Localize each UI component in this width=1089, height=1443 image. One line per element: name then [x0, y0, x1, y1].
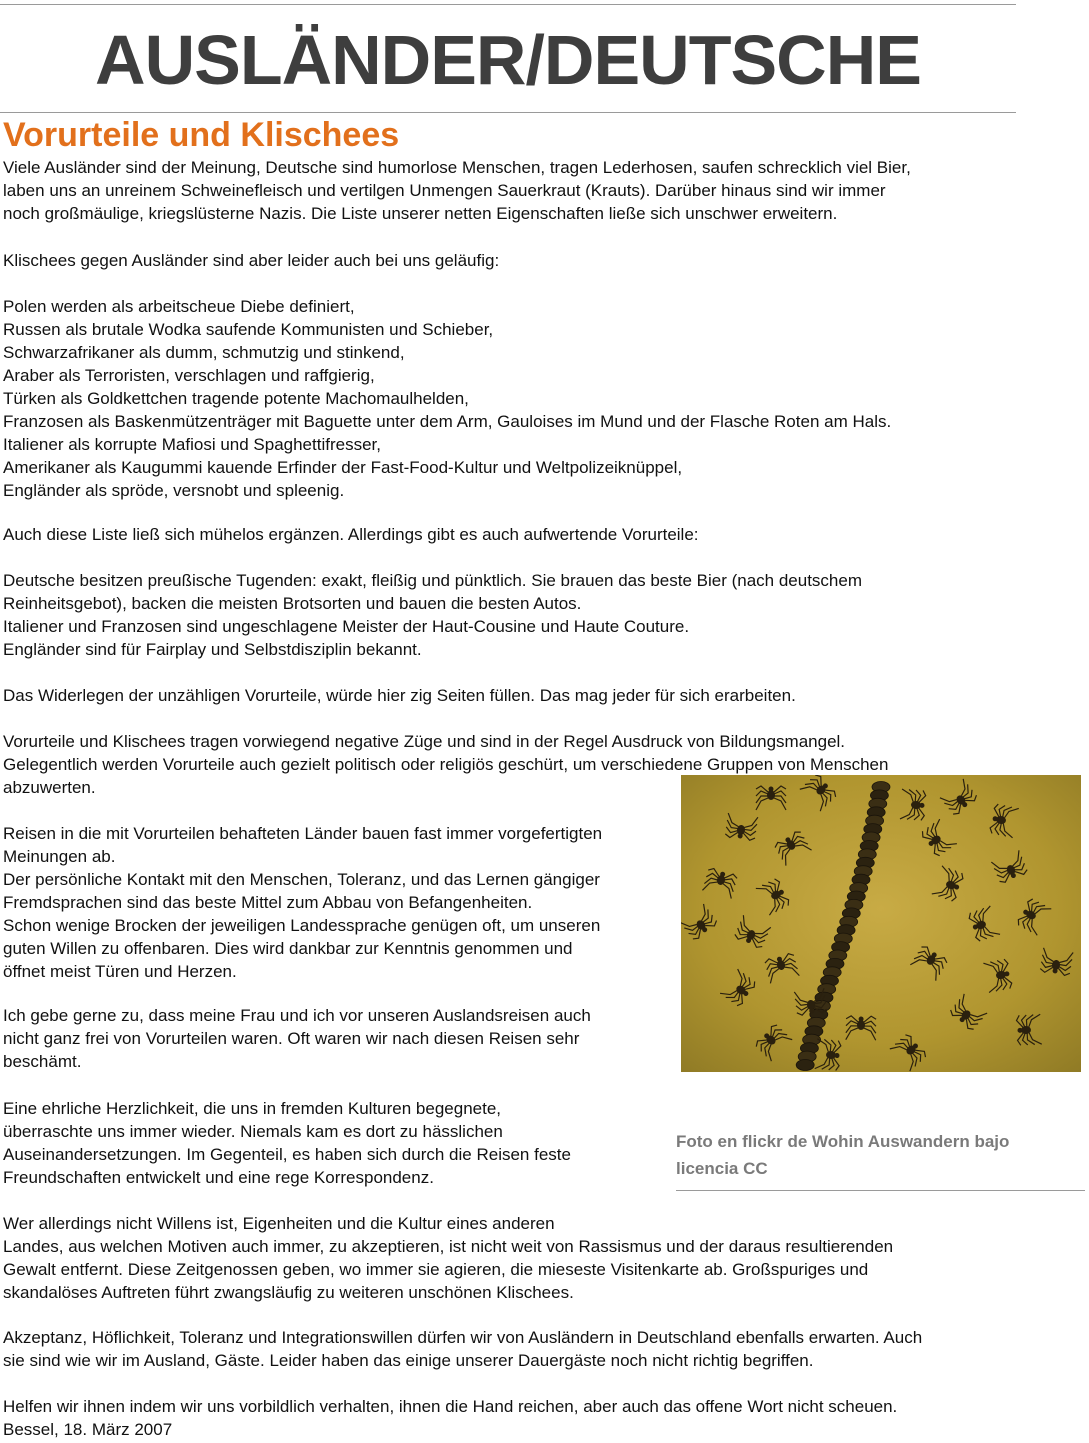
- text-line: sie sind wie wir im Ausland, Gäste. Leider haben das einige unserer Dauergäste noch nicht richtig begriffen.: [3, 1351, 814, 1370]
- list-item: Türken als Goldkettchen tragende potente Machomaulhelden,: [3, 389, 469, 408]
- list-item: Russen als brutale Wodka saufende Kommunisten und Schieber,: [3, 320, 494, 339]
- travel-paragraph: [3, 822, 602, 983]
- text-line: Schon wenige Brocken der jeweiligen Landessprache genügen oft, um unseren: [3, 916, 601, 935]
- text-line: beschämt.: [3, 1052, 82, 1071]
- list-item: Polen werden als arbeitscheue Diebe definiert,: [3, 297, 355, 316]
- text-line: Vorurteile und Klischees tragen vorwiegend negative Züge und sind in der Regel Ausdruck von Bildungsmangel.: [3, 732, 846, 751]
- text-line: Deutsche besitzen preußische Tugenden: exakt, fleißig und pünktlich. Sie brauen das beste Bier (nach deutschem: [3, 571, 863, 590]
- text-line: öffnet meist Türen und Herzen.: [3, 962, 237, 981]
- top-divider: [0, 4, 1016, 5]
- text-line: Gelegentlich werden Vorurteile auch gezielt politisch oder religiös geschürt, um verschiedene Gruppen von Menschen: [3, 755, 889, 774]
- title-divider: [0, 112, 1016, 113]
- refute-paragraph: [3, 684, 796, 707]
- list-item: Franzosen als Baskenmützenträger mit Baguette unter dem Arm, Gauloises im Mund und der Flasche Roten am Hals.: [3, 412, 892, 431]
- text-line: nicht ganz frei von Vorurteilen waren. Oft waren wir nach diesen Reisen sehr: [3, 1029, 580, 1048]
- closing-paragraph: [3, 1395, 897, 1441]
- text-line: Ich gebe gerne zu, dass meine Frau und ich vor unseren Auslandsreisen auch: [3, 1006, 591, 1025]
- signature: Bessel, 18. März 2007: [3, 1420, 173, 1439]
- text-line: Reisen in die mit Vorurteilen behafteten Länder bauen fast immer vorgefertigten: [3, 824, 603, 843]
- text-line: Klischees gegen Ausländer sind aber leider auch bei uns geläufig:: [3, 251, 500, 270]
- caption-line: Foto en flickr de Wohin Auswandern bajo: [676, 1132, 1010, 1151]
- caption-divider: [676, 1190, 1085, 1191]
- text-line: skandalöses Auftreten führt zwangsläufig zu weiteren unschönen Klischees.: [3, 1283, 574, 1302]
- text-line: laben uns an unreinem Schweinefleisch und vertilgen Unmengen Sauerkraut (Krauts). Darüber hinaus sind wir immer: [3, 181, 886, 200]
- text-line: überraschte uns immer wieder. Niemals kam es dort zu hässlichen: [3, 1122, 503, 1141]
- text-line: Viele Ausländer sind der Meinung, Deutsche sind humorlose Menschen, tragen Lederhosen, saufen schrecklich viel Bier,: [3, 158, 911, 177]
- text-line: Akzeptanz, Höflichkeit, Toleranz und Integrationswillen dürfen wir von Ausländern in Deutschland ebenfalls erwarten. Auch: [3, 1328, 923, 1347]
- klischees-intro-paragraph: [3, 249, 499, 272]
- list-item: Amerikaner als Kaugummi kauende Erfinder der Fast-Food-Kultur und Weltpolizeiknüppel,: [3, 458, 683, 477]
- text-line: Freundschaften entwickelt und eine rege Korrespondenz.: [3, 1168, 434, 1187]
- text-line: Der persönliche Kontakt mit den Menschen, Toleranz, und das Lernen gängiger: [3, 870, 600, 889]
- text-line: Landes, aus welchen Motiven auch immer, zu akzeptieren, ist nicht weit von Rassismus und der daraus resultierenden: [3, 1237, 894, 1256]
- text-line: abzuwerten.: [3, 778, 96, 797]
- list-item: Araber als Terroristen, verschlagen und raffgierig,: [3, 366, 375, 385]
- text-line: Auch diese Liste ließ sich mühelos ergänzen. Allerdings gibt es auch aufwertende Vorurteile:: [3, 525, 699, 544]
- centipede-segment: [796, 1060, 814, 1071]
- confession-paragraph: [3, 1004, 591, 1073]
- racism-paragraph: [3, 1212, 893, 1304]
- page-title: AUSLÄNDER/DEUTSCHE: [95, 21, 921, 99]
- text-line: Reinheitsgebot), backen die meisten Brotsorten und bauen die besten Autos.: [3, 594, 582, 613]
- intro-paragraph: [3, 156, 911, 225]
- text-line: guten Willen zu offenbaren. Dies wird dankbar zur Kenntnis genommen und: [3, 939, 573, 958]
- text-line: Italiener und Franzosen sind ungeschlagene Meister der Haut-Cousine und Haute Couture.: [3, 617, 690, 636]
- list-item: Schwarzafrikaner als dumm, schmutzig und stinkend,: [3, 343, 405, 362]
- stereotypes-list: [3, 295, 891, 502]
- list-extension-paragraph: [3, 523, 699, 546]
- text-line: Fremdsprachen sind das beste Mittel zum Abbau von Befangenheiten.: [3, 893, 533, 912]
- photo-caption: [676, 1128, 1076, 1182]
- text-line: Helfen wir ihnen indem wir uns vorbildlich verhalten, ihnen die Hand reichen, aber auch das offene Wort nicht scheuen.: [3, 1397, 898, 1416]
- caption-line: licencia CC: [676, 1159, 768, 1178]
- list-item: Italiener als korrupte Mafiosi und Spaghettifresser,: [3, 435, 381, 454]
- section-subtitle: Vorurteile und Klischees: [3, 116, 400, 154]
- text-line: Gewalt entfernt. Diese Zeitgenossen geben, wo immer sie agieren, die mieseste Visitenkarte ab. Großspuriges und: [3, 1260, 869, 1279]
- text-line: Meinungen ab.: [3, 847, 116, 866]
- acceptance-paragraph: [3, 1326, 922, 1372]
- text-line: Wer allerdings nicht Willens ist, Eigenheiten und die Kultur eines anderen: [3, 1214, 555, 1233]
- insects-photo: [681, 775, 1081, 1072]
- positive-prejudices-paragraph: [3, 569, 862, 661]
- text-line: noch großmäulige, kriegslüsterne Nazis. Die Liste unserer netten Eigenschaften ließe sich unschwer erweitern.: [3, 204, 838, 223]
- text-line: Engländer sind für Fairplay und Selbstdisziplin bekannt.: [3, 640, 422, 659]
- text-line: Das Widerlegen der unzähligen Vorurteile, würde hier zig Seiten füllen. Das mag jeder für sich erarbeiten.: [3, 686, 796, 705]
- insects-illustration: [681, 775, 1081, 1072]
- text-line: Auseinandersetzungen. Im Gegenteil, es haben sich durch die Reisen feste: [3, 1145, 571, 1164]
- text-line: Eine ehrliche Herzlichkeit, die uns in fremden Kulturen begegnete,: [3, 1099, 502, 1118]
- list-item: Engländer als spröde, versnobt und spleenig.: [3, 481, 345, 500]
- warmth-paragraph: [3, 1097, 571, 1189]
